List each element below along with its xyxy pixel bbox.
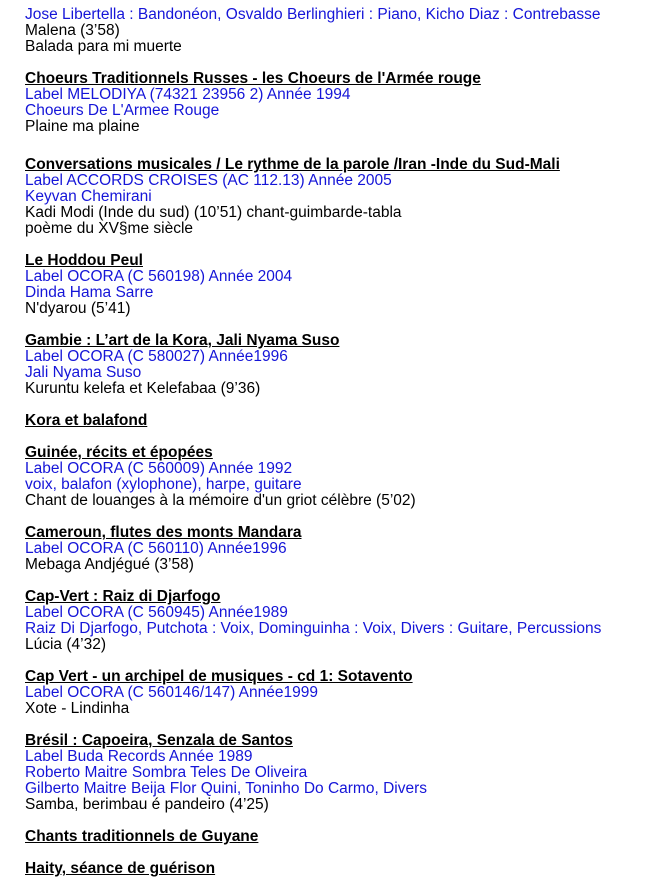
album-title: Cameroun, flutes des monts Mandara (25, 524, 302, 541)
artist-name: Jali Nyama Suso (25, 364, 142, 381)
album-title: Choeurs Traditionnels Russes - les Choeurs de l'Armée rouge (25, 70, 481, 87)
section-title: Chants traditionnels de Guyane (25, 828, 259, 845)
track-title: Plaine ma plaine (25, 118, 140, 135)
track-note: poème du XV§me siècle (25, 220, 194, 237)
track-title: Kuruntu kelefa et Kelefabaa (9’36) (25, 380, 261, 397)
track-title: Samba, berimbau é pandeiro (4’25) (25, 796, 269, 813)
track-title: Lúcia (4’32) (25, 636, 106, 653)
label-info: Label OCORA (C 560198) Année 2004 (25, 268, 293, 285)
label-info: Label OCORA (C 580027) Année1996 (25, 348, 288, 365)
track-title: Malena (3’58) (25, 22, 120, 39)
track-title: Xote - Lindinha (25, 700, 130, 717)
album-title: Conversations musicales / Le rythme de la parole /Iran -Inde du Sud-Mali (25, 156, 560, 173)
album-title: Guinée, récits et épopées (25, 444, 213, 461)
artist-name: Keyvan Chemirani (25, 188, 152, 205)
label-info: Label ACCORDS CROISES (AC 112.13) Année 2005 (25, 172, 392, 189)
track-title: N'dyarou (5’41) (25, 300, 131, 317)
album-title: Cap-Vert : Raiz di Djarfogo (25, 588, 221, 605)
label-info: Label OCORA (C 560110) Année1996 (25, 540, 287, 557)
album-title: Brésil : Capoeira, Senzala de Santos (25, 732, 293, 749)
album-title: Le Hoddou Peul (25, 252, 143, 269)
track-title: Balada para mi muerte (25, 38, 182, 55)
track-title: Kadi Modi (Inde du sud) (10’51) chant-guimbarde-tabla (25, 204, 402, 221)
section-title: Haity, séance de guérison (25, 860, 216, 877)
performer-credits: Raiz Di Djarfogo, Putchota : Voix, Dominguinha : Voix, Divers : Guitare, Percussions (25, 620, 602, 637)
track-title: Chant de louanges à la mémoire d'un griot célèbre (5’02) (25, 492, 416, 509)
label-info: Label OCORA (C 560945) Année1989 (25, 604, 288, 621)
instrument-list: voix, balafon (xylophone), harpe, guitare (25, 476, 302, 493)
label-info: Label OCORA (C 560146/147) Année1999 (25, 684, 318, 701)
album-title: Gambie : L’art de la Kora, Jali Nyama Suso (25, 332, 340, 349)
track-title: Mebaga Andjégué (3’58) (25, 556, 194, 573)
album-title: Cap Vert - un archipel de musiques - cd 1: Sotavento (25, 668, 413, 685)
artist-name: Choeurs De L'Armee Rouge (25, 102, 220, 119)
label-info: Label OCORA (C 560009) Année 1992 (25, 460, 293, 477)
label-info: Label Buda Records Année 1989 (25, 748, 253, 765)
section-title: Kora et balafond (25, 412, 148, 429)
artist-name: Dinda Hama Sarre (25, 284, 154, 301)
artist-name: Roberto Maitre Sombra Teles De Oliveira (25, 764, 308, 781)
label-info: Label MELODIYA (74321 23956 2) Année 1994 (25, 86, 351, 103)
artist-name: Gilberto Maitre Beija Flor Quini, Toninho Do Carmo, Divers (25, 780, 428, 797)
performer-credits: Jose Libertella : Bandonéon, Osvaldo Berlinghieri : Piano, Kicho Diaz : Contrebasse (25, 6, 601, 23)
